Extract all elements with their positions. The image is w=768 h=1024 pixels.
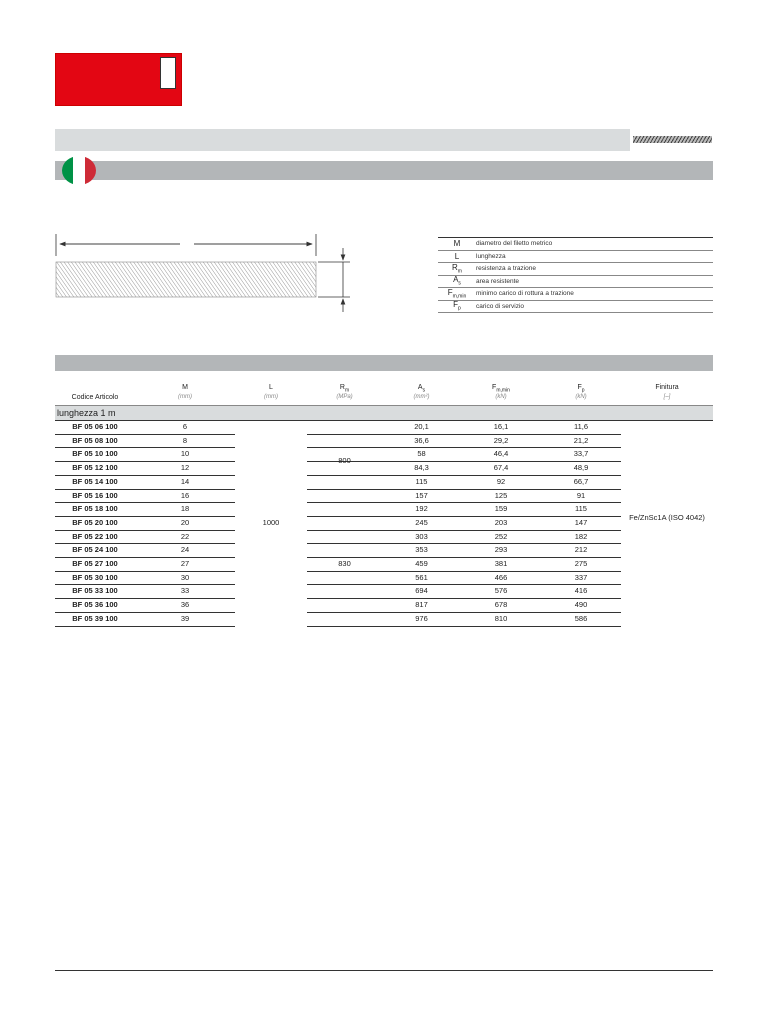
legend-definition: area resistente xyxy=(476,277,519,285)
article-code: BF 05 33 100 xyxy=(72,586,118,596)
table-cell: 115 xyxy=(575,504,587,514)
logo-badge-icon xyxy=(160,57,176,89)
row-divider xyxy=(55,626,235,627)
column-unit: (mm) xyxy=(178,394,192,400)
footer-divider xyxy=(55,970,713,971)
legend-symbol: $F_{m,min}$ xyxy=(447,287,467,300)
column-header: L xyxy=(269,384,273,391)
article-code: BF 05 24 100 xyxy=(72,545,118,555)
table-cell: 33,7 xyxy=(573,449,589,459)
article-code: BF 05 36 100 xyxy=(72,600,118,610)
title-bar xyxy=(55,129,630,151)
legend-definition: resistenza a trazione xyxy=(476,265,536,273)
table-cell: 293 xyxy=(494,545,508,555)
table-cell: 27 xyxy=(180,559,190,568)
table-cell: 459 xyxy=(415,559,428,568)
column-header: M xyxy=(182,384,188,391)
table-cell: 353 xyxy=(415,545,428,555)
table-cell: 817 xyxy=(415,600,428,610)
table-cell: 48,9 xyxy=(573,463,589,473)
table-cell: 22 xyxy=(180,531,190,541)
table-cell: 36 xyxy=(180,600,190,610)
article-code: BF 05 08 100 xyxy=(72,435,118,445)
article-code: BF 05 14 100 xyxy=(72,476,118,486)
finish-value: Fe/ZnSc1A (ISO 4042) xyxy=(629,512,705,522)
table-cell: 976 xyxy=(415,613,428,623)
table-cell: 33 xyxy=(180,586,190,596)
group-header: lunghezza 1 m xyxy=(55,405,713,420)
table-cell: 30 xyxy=(180,572,190,582)
column-unit: (kN) xyxy=(495,394,507,400)
legend-row xyxy=(438,288,713,301)
row-divider xyxy=(307,626,382,627)
column-unit: (mm²) xyxy=(413,394,430,400)
table-cell: 20,1 xyxy=(414,422,429,431)
legend-row xyxy=(438,251,713,264)
table-cell: 416 xyxy=(574,586,588,596)
article-code: BF 05 18 100 xyxy=(72,504,118,514)
legend-symbol: $F_p$ xyxy=(453,300,461,313)
symbol-legend xyxy=(438,237,713,313)
column-header: $F_{m,min}$ xyxy=(492,384,510,394)
table-cell: 694 xyxy=(415,586,428,596)
table-title xyxy=(55,355,713,371)
table-cell: 84,3 xyxy=(414,463,429,473)
column-header: Codice Articolo xyxy=(71,394,119,401)
length-value: 1000 xyxy=(262,517,280,527)
legend-symbol: L xyxy=(454,251,460,261)
table-cell: 125 xyxy=(494,490,508,500)
table-cell: 18 xyxy=(180,504,190,514)
table-cell: 586 xyxy=(574,613,588,623)
legend-definition: minimo carico di rottura a trazione xyxy=(476,290,574,298)
table-cell: 16 xyxy=(180,490,190,500)
legend-definition: carico di servizio xyxy=(476,302,525,310)
column-unit: (mm) xyxy=(264,394,278,400)
legend-row xyxy=(438,238,713,251)
table-cell: 245 xyxy=(415,517,428,527)
article-code: BF 05 39 100 xyxy=(72,613,118,623)
article-code: BF 05 30 100 xyxy=(72,572,118,582)
column-unit: (kN) xyxy=(575,394,587,400)
table-cell: 8 xyxy=(182,435,188,445)
table-cell: 337 xyxy=(574,572,588,582)
column-header: $A_s$ xyxy=(417,384,426,394)
column-unit: [–] xyxy=(663,394,671,400)
rm-value: 830 xyxy=(338,558,351,568)
legend-row xyxy=(438,301,713,314)
tecfi-logo xyxy=(55,53,182,106)
legend-row xyxy=(438,263,713,276)
table-cell: 14 xyxy=(180,476,190,486)
table-cell: 92 xyxy=(496,476,506,486)
rod-drawing xyxy=(50,232,370,312)
table-cell: 182 xyxy=(574,531,588,541)
legend-definition: diametro del filetto metrico xyxy=(476,240,553,248)
table-cell: 36,6 xyxy=(414,435,429,445)
table-cell: 46,4 xyxy=(493,449,509,459)
table-cell: 203 xyxy=(494,517,508,527)
column-header: $R_m$ xyxy=(339,384,350,394)
table-cell: 252 xyxy=(494,531,508,541)
article-code: BF 05 27 100 xyxy=(72,559,118,568)
legend-symbol: $A_s$ xyxy=(453,275,461,288)
article-code: BF 05 22 100 xyxy=(72,531,118,541)
table-cell: 275 xyxy=(574,559,588,568)
table-cell: 381 xyxy=(494,559,508,568)
table-cell: 147 xyxy=(574,517,588,527)
legend-symbol: M xyxy=(453,239,461,249)
table-cell: 10 xyxy=(180,449,190,459)
table-cell: 20 xyxy=(180,517,190,527)
italian-flag-icon xyxy=(62,156,96,185)
table-cell: 466 xyxy=(494,572,508,582)
table-cell: 39 xyxy=(180,613,190,623)
table-cell: 66,7 xyxy=(573,476,589,486)
table-cell: 157 xyxy=(415,490,428,500)
table-cell: 67,4 xyxy=(493,463,509,473)
legend-row xyxy=(438,276,713,289)
column-unit: (MPa) xyxy=(336,394,353,400)
section-bar xyxy=(55,161,713,180)
column-header: $F_p$ xyxy=(577,384,585,394)
article-code: BF 05 06 100 xyxy=(72,422,118,431)
table-cell: 91 xyxy=(576,490,586,500)
table-cell: 24 xyxy=(180,545,190,555)
article-code: BF 05 12 100 xyxy=(72,463,118,473)
table-cell: 12 xyxy=(180,463,190,473)
column-header: Finitura xyxy=(655,384,679,391)
article-code: BF 05 20 100 xyxy=(72,517,118,527)
article-code: BF 05 10 100 xyxy=(72,449,118,459)
table-cell: 303 xyxy=(415,531,428,541)
table-cell: 159 xyxy=(494,504,508,514)
table-cell: 11,6 xyxy=(573,422,589,431)
table-cell: 6 xyxy=(182,422,188,431)
legend-definition: lunghezza xyxy=(476,252,506,260)
row-divider xyxy=(307,502,382,503)
table-cell: 576 xyxy=(494,586,508,596)
table-cell: 29,2 xyxy=(493,435,509,445)
legend-symbol: $R_m$ xyxy=(452,262,462,275)
table-cell: 58 xyxy=(417,449,426,459)
table-cell: 561 xyxy=(415,572,428,582)
rm-value: 800 xyxy=(338,456,351,466)
threaded-rod-icon xyxy=(633,136,712,143)
table-cell: 115 xyxy=(415,476,428,486)
article-code: BF 05 16 100 xyxy=(72,490,118,500)
table-cell: 810 xyxy=(494,613,508,623)
table-cell: 490 xyxy=(574,600,588,610)
table-cell: 21,2 xyxy=(573,435,589,445)
table-cell: 16,1 xyxy=(493,422,509,431)
table-cell: 678 xyxy=(494,600,508,610)
table-cell: 192 xyxy=(415,504,428,514)
table-cell: 212 xyxy=(574,545,588,555)
